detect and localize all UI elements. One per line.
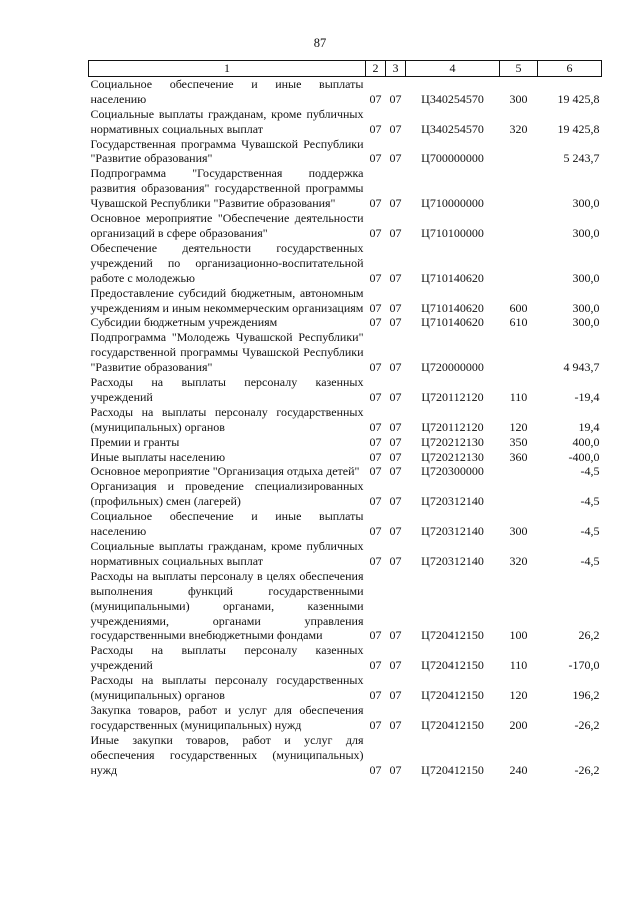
cell-amount: 19,4 bbox=[578, 419, 600, 434]
cell-name: Государственная программа Чувашской Республики "Развитие образования" bbox=[90, 136, 364, 166]
cell-name: Расходы на выплаты персоналу казенных учреждений bbox=[90, 643, 364, 673]
cell-name: Основное мероприятие "Обеспечение деятельности организаций в сфере образования" bbox=[90, 211, 364, 240]
table-row bbox=[89, 479, 602, 509]
cell-section: 07 bbox=[369, 553, 382, 568]
cell-amount: -4,5 bbox=[580, 494, 600, 509]
cell-name: Социальные выплаты гражданам, кроме публичных нормативных социальных выплат bbox=[90, 106, 364, 136]
cell-section: 07 bbox=[369, 419, 382, 434]
cell-section: 07 bbox=[369, 315, 382, 330]
cell-amount: -4,5 bbox=[580, 553, 600, 568]
cell-name: Социальное обеспечение и иные выплаты населению bbox=[90, 76, 364, 106]
cell-name: Иные выплаты населению bbox=[90, 449, 226, 464]
cell-amount: -4,5 bbox=[580, 464, 600, 479]
cell-subsection: 07 bbox=[389, 449, 402, 464]
cell-section: 07 bbox=[369, 300, 382, 315]
cell-expense-type: 300 bbox=[509, 524, 528, 539]
cell-target-article: Ц710000000 bbox=[421, 196, 484, 211]
cell-amount: 5 243,7 bbox=[563, 151, 600, 166]
col-header-4: 4 bbox=[406, 61, 500, 77]
cell-subsection: 07 bbox=[389, 389, 402, 404]
cell-target-article: Ц720112120 bbox=[421, 419, 484, 434]
cell-expense-type: 120 bbox=[509, 419, 528, 434]
cell-subsection: 07 bbox=[389, 91, 402, 106]
cell-name: Расходы на выплаты персоналу государственных (муниципальных) органов bbox=[90, 404, 364, 434]
cell-subsection: 07 bbox=[389, 494, 402, 509]
cell-subsection: 07 bbox=[389, 524, 402, 539]
cell-target-article: Ц710100000 bbox=[421, 225, 484, 240]
cell-target-article: Ц720300000 bbox=[421, 464, 484, 479]
table-row bbox=[89, 211, 602, 241]
cell-expense-type: 610 bbox=[509, 315, 528, 330]
cell-subsection: 07 bbox=[389, 658, 402, 673]
cell-name: Социальные выплаты гражданам, кроме публичных нормативных социальных выплат bbox=[90, 539, 364, 568]
cell-subsection: 07 bbox=[389, 196, 402, 211]
cell-expense-type bbox=[500, 166, 538, 211]
cell-target-article: Ц710140620 bbox=[421, 315, 484, 330]
cell-subsection: 07 bbox=[389, 553, 402, 568]
cell-name: Субсидии бюджетным учреждениям bbox=[90, 315, 278, 330]
cell-target-article: Ц720312140 bbox=[421, 524, 484, 539]
cell-expense-type: 350 bbox=[509, 434, 528, 449]
table-row bbox=[89, 375, 602, 405]
cell-amount: 300,0 bbox=[572, 196, 600, 211]
cell-target-article: Ц700000000 bbox=[421, 151, 484, 166]
table-body bbox=[89, 76, 602, 777]
table-row bbox=[89, 405, 602, 435]
cell-expense-type bbox=[500, 137, 538, 167]
cell-expense-type: 110 bbox=[509, 389, 528, 404]
col-header-6: 6 bbox=[538, 61, 602, 77]
table-row bbox=[89, 241, 602, 286]
cell-amount: 300,0 bbox=[572, 225, 600, 240]
cell-amount: -26,2 bbox=[574, 762, 600, 777]
table-row bbox=[89, 166, 602, 211]
cell-target-article: Ц720312140 bbox=[421, 553, 484, 568]
cell-subsection: 07 bbox=[389, 717, 402, 732]
cell-section: 07 bbox=[369, 717, 382, 732]
table-row bbox=[89, 107, 602, 137]
cell-amount: 300,0 bbox=[572, 270, 600, 285]
cell-amount: 300,0 bbox=[572, 300, 600, 315]
cell-amount: 19 425,8 bbox=[557, 121, 600, 136]
cell-section: 07 bbox=[369, 688, 382, 703]
cell-name: Расходы на выплаты персоналу в целях обеспечения выполнения функций государственными (муниципальными) органами, казенными учреждениями, органами управления государственными внебюджетными фондами bbox=[90, 568, 364, 643]
table-row bbox=[89, 703, 602, 733]
table-row bbox=[89, 76, 602, 106]
cell-section: 07 bbox=[369, 225, 382, 240]
cell-name: Организация и проведение специализированных (профильных) смен (лагерей) bbox=[90, 479, 364, 509]
cell-section: 07 bbox=[369, 762, 382, 777]
cell-expense-type: 200 bbox=[509, 717, 528, 732]
col-header-3: 3 bbox=[386, 61, 406, 77]
cell-target-article: Ц720112120 bbox=[421, 389, 484, 404]
cell-target-article: Ц720412150 bbox=[421, 717, 484, 732]
cell-amount: -400,0 bbox=[568, 449, 600, 464]
cell-target-article: Ц720312140 bbox=[421, 494, 484, 509]
cell-subsection: 07 bbox=[389, 434, 402, 449]
cell-target-article: Ц720000000 bbox=[421, 360, 484, 375]
cell-section: 07 bbox=[369, 449, 382, 464]
table-row bbox=[89, 643, 602, 673]
cell-subsection: 07 bbox=[389, 464, 402, 479]
cell-expense-type: 320 bbox=[509, 121, 528, 136]
cell-target-article: Ц720412150 bbox=[421, 628, 484, 643]
cell-amount: 26,2 bbox=[578, 628, 600, 643]
cell-section: 07 bbox=[369, 91, 382, 106]
cell-expense-type: 110 bbox=[509, 658, 528, 673]
cell-section: 07 bbox=[369, 389, 382, 404]
cell-section: 07 bbox=[369, 658, 382, 673]
table-row bbox=[89, 286, 602, 316]
table-row bbox=[89, 539, 602, 569]
cell-expense-type bbox=[500, 479, 538, 509]
table-row bbox=[89, 315, 602, 330]
cell-subsection: 07 bbox=[389, 360, 402, 375]
cell-target-article: Ц710140620 bbox=[421, 270, 484, 285]
cell-subsection: 07 bbox=[389, 688, 402, 703]
cell-name: Предоставление субсидий бюджетным, автономным учреждениям и иным некоммерческим организациям bbox=[90, 285, 364, 315]
table-row bbox=[89, 330, 602, 375]
cell-amount: -4,5 bbox=[580, 524, 600, 539]
cell-subsection: 07 bbox=[389, 300, 402, 315]
cell-name: Расходы на выплаты персоналу казенных учреждений bbox=[90, 375, 364, 404]
cell-section: 07 bbox=[369, 628, 382, 643]
col-header-1: 1 bbox=[89, 61, 366, 77]
table-row bbox=[89, 673, 602, 703]
col-header-5: 5 bbox=[500, 61, 538, 77]
table-row bbox=[89, 569, 602, 644]
cell-amount: 400,0 bbox=[572, 434, 600, 449]
cell-amount: -19,4 bbox=[574, 389, 600, 404]
col-header-2: 2 bbox=[366, 61, 386, 77]
budget-table bbox=[88, 60, 602, 778]
cell-name: Социальное обеспечение и иные выплаты населению bbox=[90, 509, 364, 539]
header-row bbox=[89, 61, 602, 77]
cell-amount: -170,0 bbox=[568, 658, 600, 673]
cell-target-article: Ц720412150 bbox=[421, 658, 484, 673]
cell-section: 07 bbox=[369, 196, 382, 211]
cell-expense-type: 240 bbox=[509, 762, 528, 777]
cell-subsection: 07 bbox=[389, 419, 402, 434]
table-row bbox=[89, 435, 602, 450]
table-row bbox=[89, 464, 602, 479]
cell-subsection: 07 bbox=[389, 121, 402, 136]
cell-section: 07 bbox=[369, 151, 382, 166]
cell-subsection: 07 bbox=[389, 628, 402, 643]
cell-amount: 300,0 bbox=[572, 315, 600, 330]
cell-section: 07 bbox=[369, 121, 382, 136]
cell-name: Расходы на выплаты персоналу государственных (муниципальных) органов bbox=[90, 673, 364, 703]
cell-amount: 4 943,7 bbox=[563, 360, 600, 375]
cell-subsection: 07 bbox=[389, 762, 402, 777]
table-row bbox=[89, 450, 602, 465]
cell-name: Подпрограмма "Молодежь Чувашской Республики" государственной программы Чувашской Республики "Развитие образования" bbox=[90, 330, 364, 375]
cell-section: 07 bbox=[369, 360, 382, 375]
cell-target-article: Ц720412150 bbox=[421, 688, 484, 703]
table-row bbox=[89, 733, 602, 778]
cell-target-article: Ц340254570 bbox=[421, 91, 484, 106]
cell-target-article: Ц710140620 bbox=[421, 300, 484, 315]
cell-name: Иные закупки товаров, работ и услуг для обеспечения государственных (муниципальных) нужд bbox=[90, 732, 364, 777]
cell-section: 07 bbox=[369, 270, 382, 285]
cell-subsection: 07 bbox=[389, 315, 402, 330]
cell-expense-type: 320 bbox=[509, 553, 528, 568]
cell-section: 07 bbox=[369, 524, 382, 539]
cell-expense-type bbox=[500, 241, 538, 286]
cell-name: Подпрограмма "Государственная поддержка развития образования" государственной программы Чувашской Республики "Развитие образования" bbox=[90, 166, 364, 211]
cell-name: Обеспечение деятельности государственных учреждений по организационно-воспитательной работе с молодежью bbox=[90, 240, 364, 285]
cell-target-article: Ц720212130 bbox=[421, 434, 484, 449]
cell-expense-type bbox=[500, 330, 538, 375]
cell-target-article: Ц720212130 bbox=[421, 449, 484, 464]
cell-section: 07 bbox=[369, 434, 382, 449]
cell-target-article: Ц340254570 bbox=[421, 121, 484, 136]
cell-expense-type bbox=[500, 464, 538, 479]
cell-amount: 196,2 bbox=[572, 688, 600, 703]
cell-expense-type bbox=[500, 211, 538, 241]
table-row bbox=[89, 137, 602, 167]
cell-expense-type: 600 bbox=[509, 300, 528, 315]
cell-section: 07 bbox=[369, 464, 382, 479]
cell-name: Основное мероприятие "Организация отдыха детей" bbox=[90, 464, 360, 479]
cell-name: Закупка товаров, работ и услуг для обеспечения государственных (муниципальных) нужд bbox=[90, 702, 364, 732]
cell-section: 07 bbox=[369, 494, 382, 509]
table-row bbox=[89, 509, 602, 539]
cell-target-article: Ц720412150 bbox=[421, 762, 484, 777]
cell-name: Премии и гранты bbox=[90, 434, 180, 449]
cell-subsection: 07 bbox=[389, 270, 402, 285]
cell-amount: 19 425,8 bbox=[557, 91, 600, 106]
cell-subsection: 07 bbox=[389, 225, 402, 240]
page-number: 87 bbox=[313, 36, 327, 50]
cell-expense-type: 100 bbox=[509, 628, 528, 643]
cell-subsection: 07 bbox=[389, 151, 402, 166]
cell-expense-type: 120 bbox=[509, 688, 528, 703]
cell-expense-type: 300 bbox=[509, 91, 528, 106]
cell-expense-type: 360 bbox=[509, 449, 528, 464]
cell-amount: -26,2 bbox=[574, 717, 600, 732]
